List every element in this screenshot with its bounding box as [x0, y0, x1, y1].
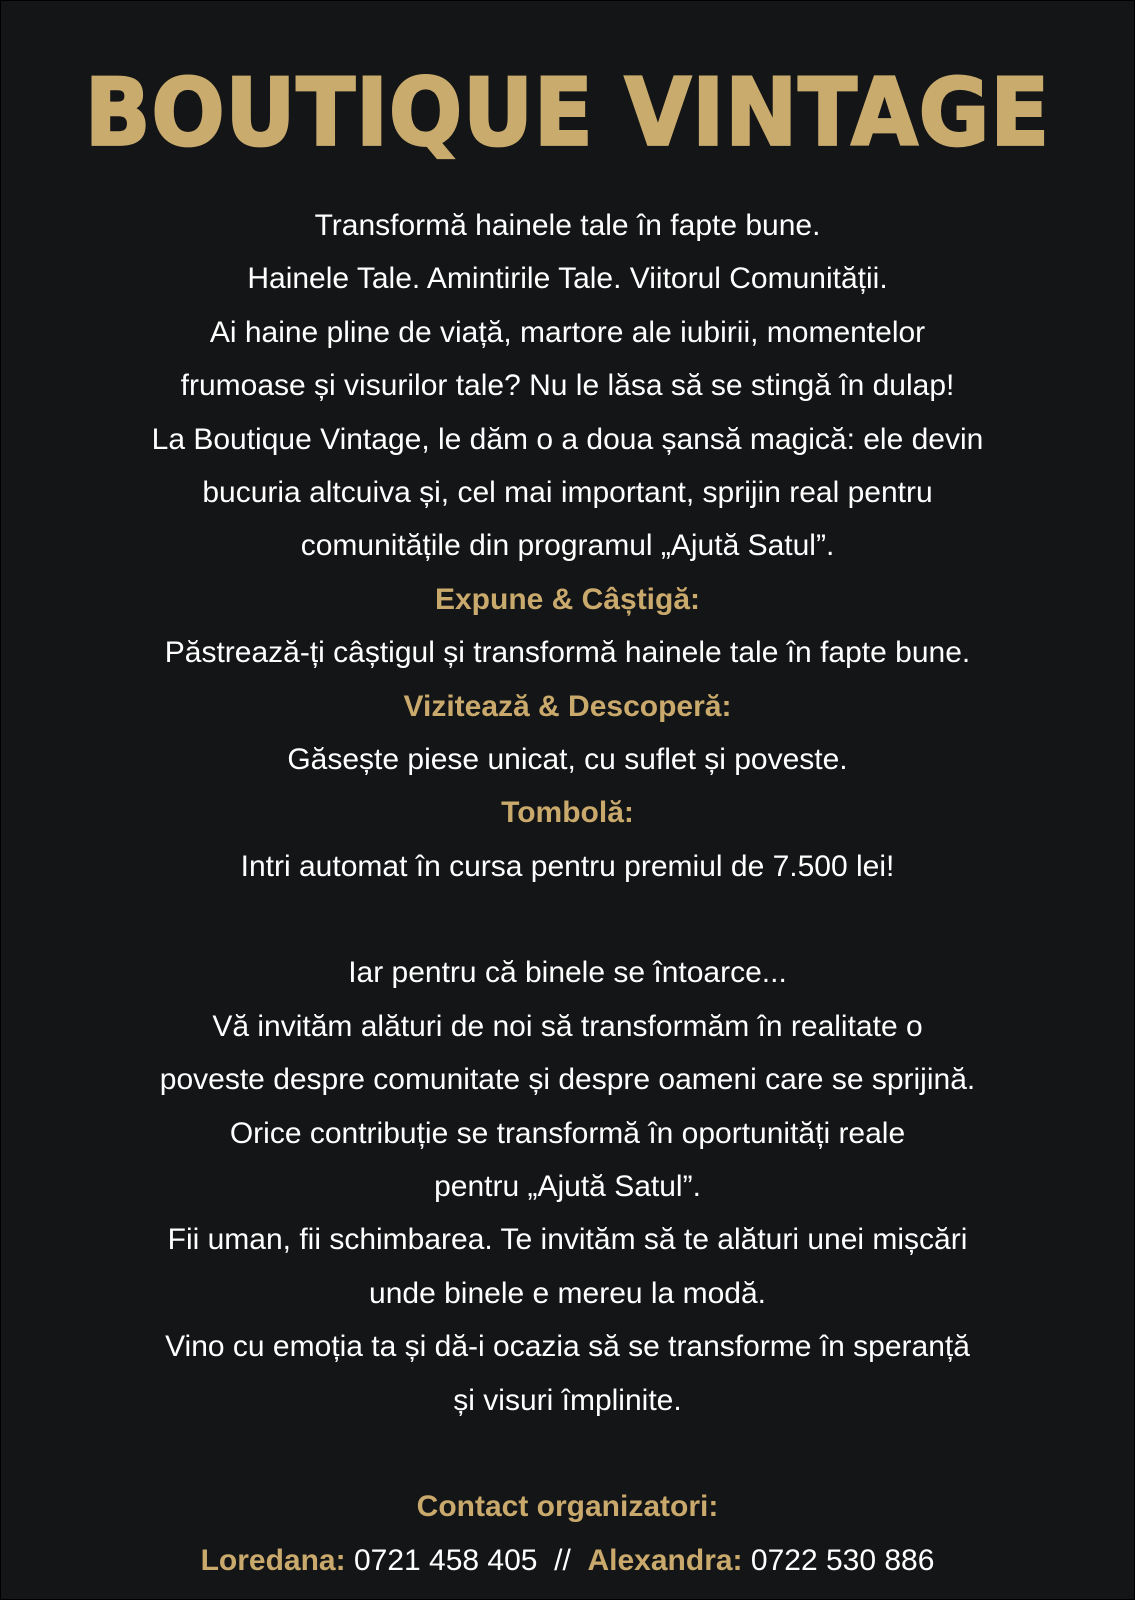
closing-line: poveste despre comunitate și despre oameni care se sprijină. — [159, 1063, 976, 1097]
closing-line: Iar pentru că binele se întoarce... — [348, 956, 787, 990]
section-heading-viziteaza: Vizitează & Descoperă: — [403, 689, 732, 723]
section-heading-tombola: Tombolă: — [501, 796, 634, 830]
contact-phone-loredana: 0721 458 405 — [353, 1543, 538, 1577]
closing-line: unde binele e mereu la modă. — [369, 1276, 766, 1310]
closing-line: Fii uman, fii schimbarea. Te invităm să te alături unei mișcări — [167, 1223, 968, 1257]
intro-line: Transformă hainele tale în fapte bune. — [314, 209, 821, 242]
contact-phone-alexandra: 0722 530 886 — [750, 1543, 935, 1577]
contact-name-alexandra: Alexandra: — [587, 1543, 743, 1577]
contact-line — [1, 1534, 1134, 1587]
closing-line: Vă invităm alături de noi să transformăm în realitate o — [212, 1009, 923, 1043]
spacer — [1, 1427, 1134, 1480]
closing-line: Vino cu emoția ta și dă-i ocazia să se transforme în speranță — [165, 1330, 970, 1364]
section-heading-expune: Expune & Câștigă: — [434, 582, 701, 616]
poster-title: BOUTIQUE VINTAGE — [84, 58, 1051, 167]
closing-line: și visuri împlinite. — [453, 1383, 682, 1417]
poster — [1, 1, 1134, 1599]
section-text-expune: Păstrează-ți câștigul și transformă hainele tale în fapte bune. — [164, 636, 971, 670]
section-text-tombola: Intri automat în cursa pentru premiul de 7.500 lei! — [240, 849, 895, 883]
intro-line: La Boutique Vintage, le dăm o a doua șansă magică: ele devin — [151, 422, 984, 456]
contact-heading: Contact organizatori: — [416, 1490, 719, 1524]
poster-body — [1, 199, 1134, 1587]
intro-line: frumoase și visurilor tale? Nu le lăsa să se stingă în dulap! — [180, 369, 955, 403]
intro-line: comunitățile din programul „Ajută Satul”. — [300, 529, 835, 563]
contact-separator: // — [554, 1543, 571, 1577]
intro-line: Hainele Tale. Amintirile Tale. Viitorul Comunității. — [247, 262, 888, 296]
closing-line: Orice contribuție se transformă în oportunități reale — [229, 1116, 906, 1150]
spacer — [1, 893, 1134, 946]
closing-line: pentru „Ajută Satul”. — [434, 1170, 701, 1204]
contact-name-loredana: Loredana: — [200, 1543, 346, 1577]
intro-line: Ai haine pline de viață, martore ale iubirii, momentelor — [209, 315, 926, 349]
intro-line: bucuria altcuiva și, cel mai important, sprijin real pentru — [202, 475, 933, 509]
section-text-viziteaza: Găsește piese unicat, cu suflet și poveste. — [287, 742, 848, 776]
